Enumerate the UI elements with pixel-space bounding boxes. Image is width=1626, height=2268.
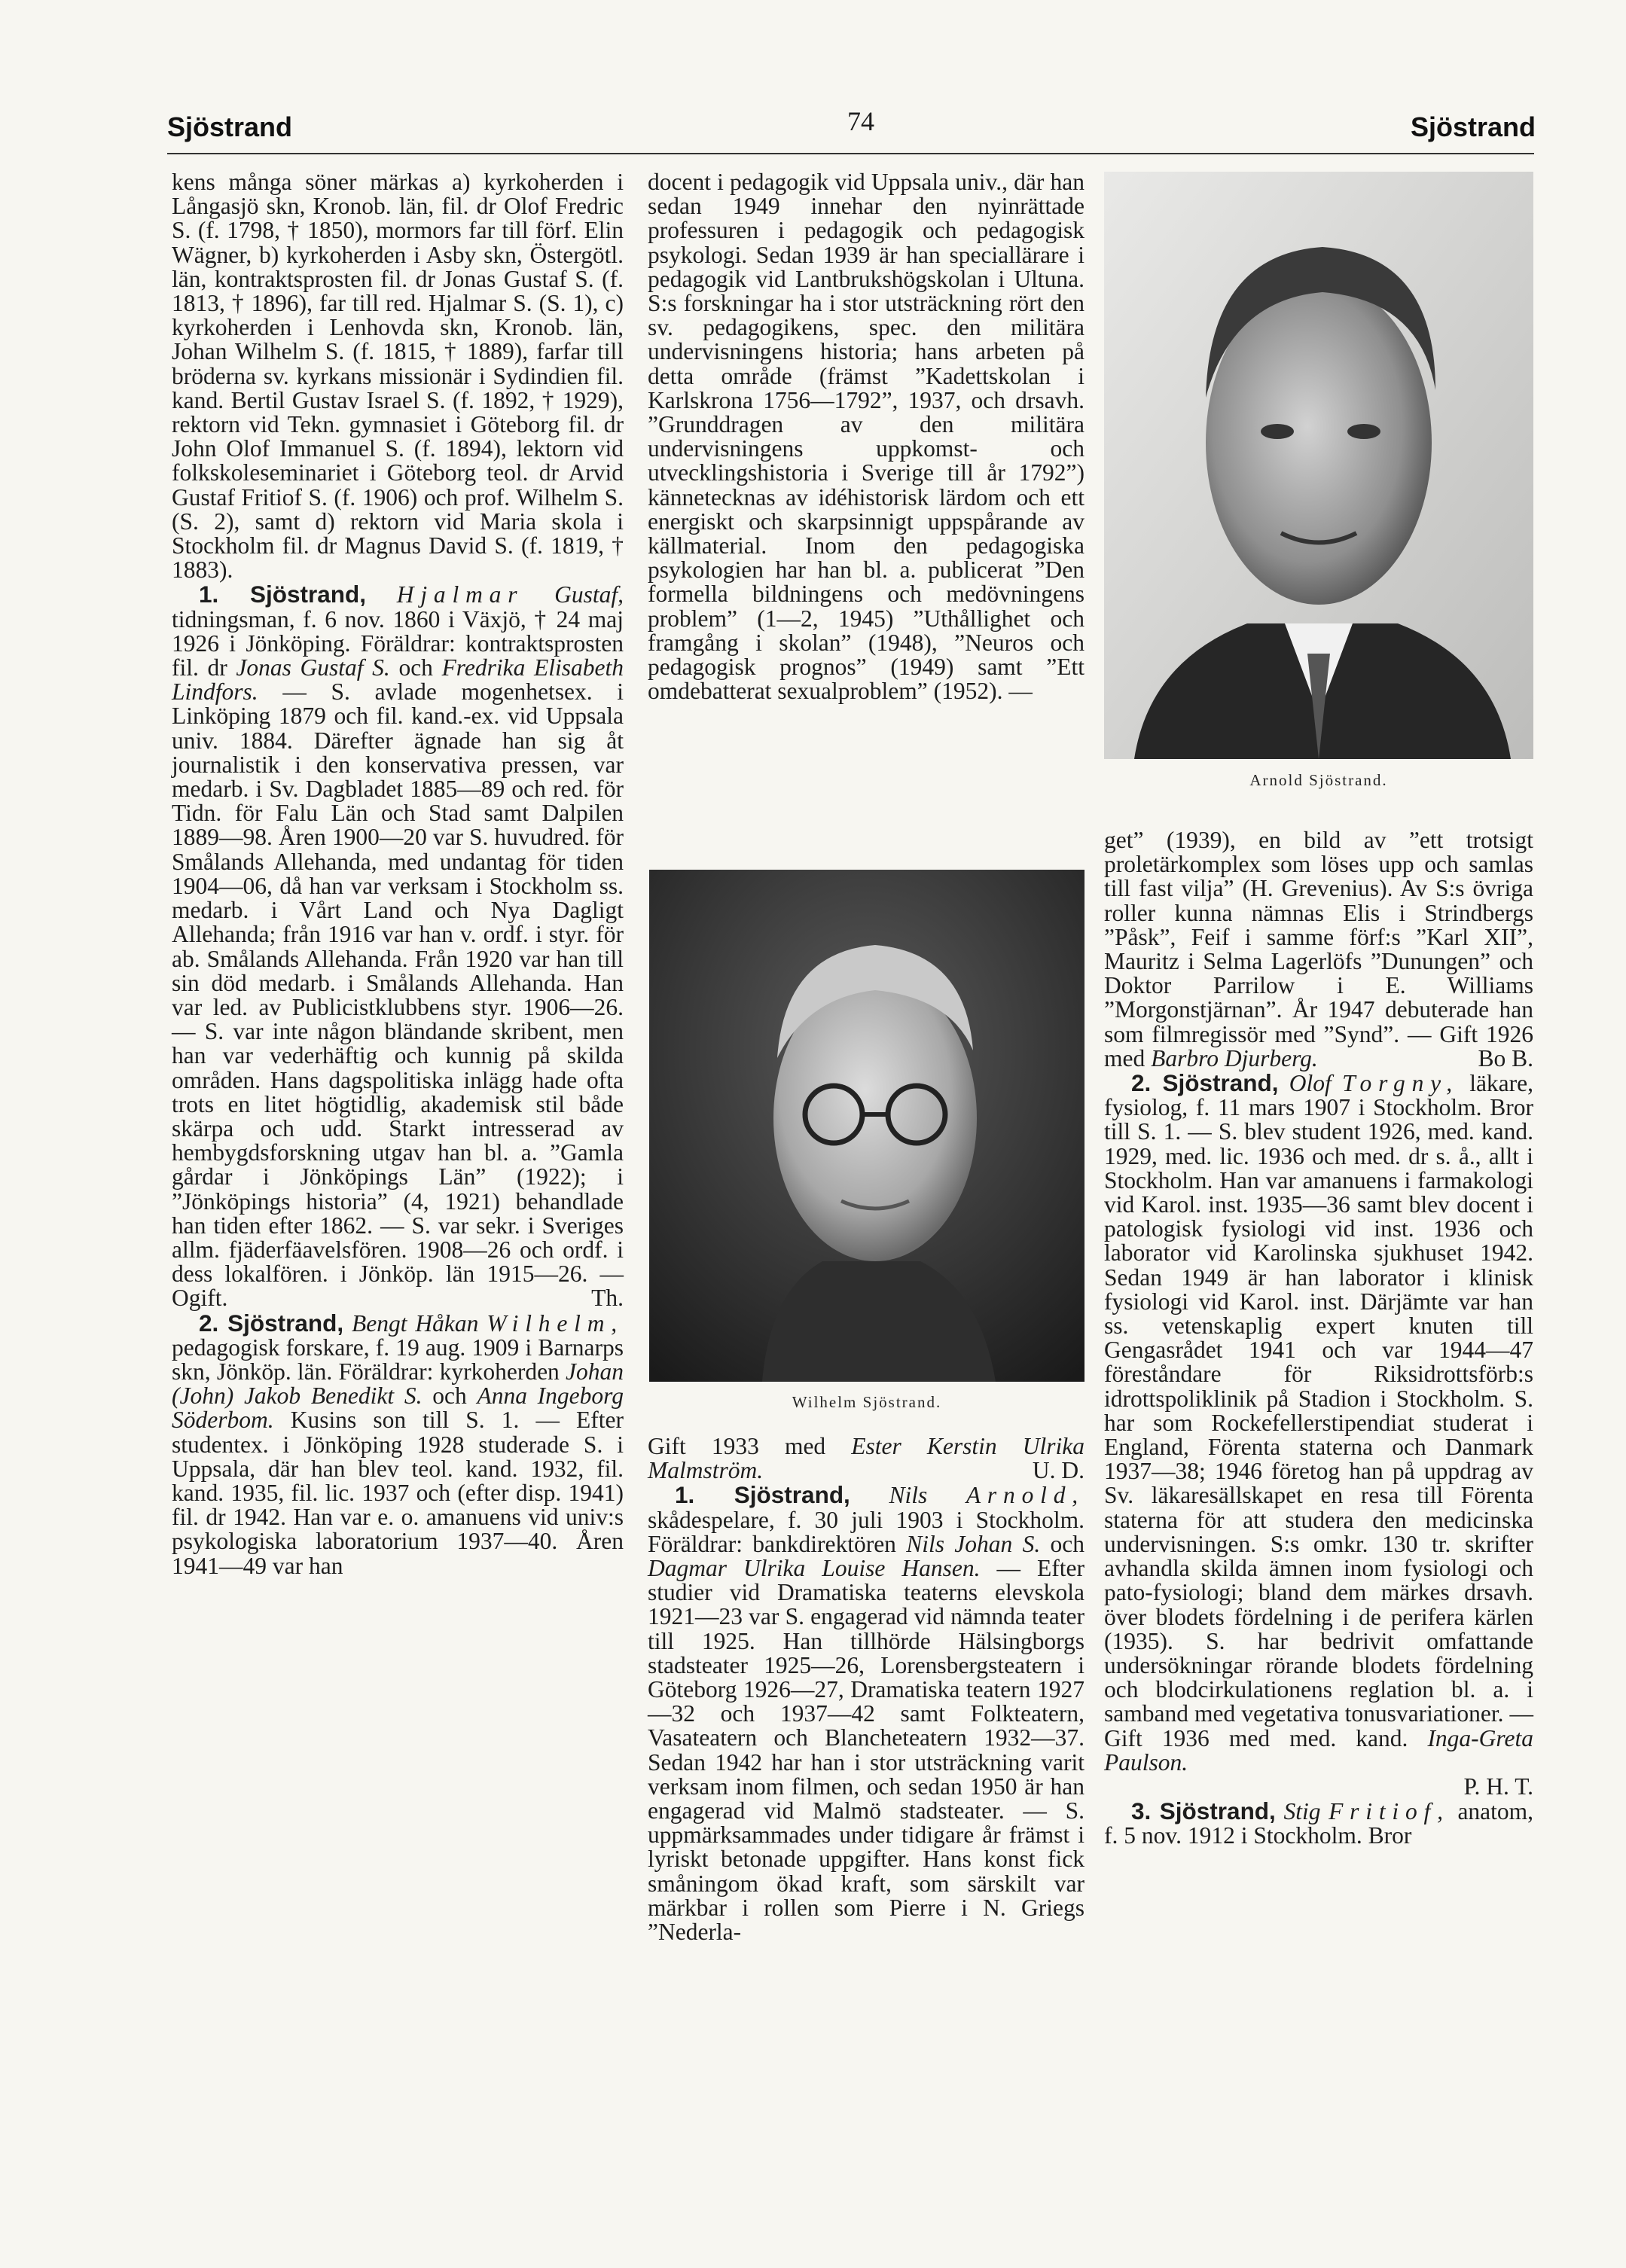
arnold-continued: get” (1939), en bild av ”ett trotsigt proletärkomplex som löses upp och samlas till fast vilja” (H. Grevenius). Av S:s övriga roller kunna nämnas Elis i Strindbergs ”Påsk”, Feif i samme förf:s ”Karl XII”, Mauritz i Selma Lagerlöfs ”Dunungen” och Doktor Parrilow i E. Williams ”Morgonstjärnan”. År 1947 debuterade han som filmregissör med ”Synd”. — Gift 1926 med Barbro Djurberg. Bo B. — [1104, 827, 1533, 1072]
column-2-bottom — [648, 1434, 1085, 1944]
column-1 — [172, 170, 624, 1578]
arnold-portrait-photo — [1104, 172, 1533, 759]
wilhelm-marriage: Gift 1933 med Ester Kerstin Ulrika Malmström. U. D. — [648, 1433, 1085, 1484]
entry-hjalmar: 1. Sjöstrand, Hjalmar Gustaf, tidningsman, f. 6 nov. 1860 i Växjö, † 24 maj 1926 i Jönköping. Föräldrar: kontraktsprosten fil. dr Jonas Gustaf S. och Fredrika Elisabeth Lindfors. — S. avlade mogenhetsex. i Linköping 1879 och fil. kand.-ex. vid Uppsala univ. 1884. Därefter ägnade han sig åt journalistik i den konservativa pressen, var medarb. i Sv. Dagbladet 1885—89 och red. för Tidn. för Falu Län och Stad samt Dalpilen 1889—98. Åren 1900—20 var S. huvudred. för Smålands Allehanda, med undantag för tiden 1904—06, då han var verksam i Stockholm ss. medarb. i Vårt Land och Nya Dagligt Allehanda; från 1916 var han v. ordf. i styr. för ab. Smålands Allehanda. Från 1920 var han till sin död medarb. i Smålands Allehanda. Han var led. av Publicistklubbens styr. 1906—26. — S. var inte någon bländande skribent, men han var vederhäftig och kunnig på skilda områden. Hans dagspolitiska inlägg hade ofta trots en litet högtidlig, akademisk stil både skärpa och udd. Starkt intresserad av hembygdsforskning utgav han bl. a. ”Gamla gårdar i Jönköpings Län” (1922); i ”Jönköpings historia” (4, 1921) behandlade han tiden efter 1862. — S. var sekr. i Sveriges allm. fjäderfäavelsfören. 1908—26 och ordf. i dess lokalfören. i Jönköp. län 1915—26. — Ogift. Th. — [172, 581, 624, 1312]
header-rule — [167, 153, 1534, 154]
family-intro-paragraph: kens många söner märkas a) kyrkoherden i Långasjö skn, Kronob. län, fil. dr Olof Fredric S. (f. 1798, † 1850), mormors far till förf. Elin Wägner, b) kyrkoherden i Asby skn, Östergötl. län, kontraktsprosten fil. dr Jonas Gustaf S. (f. 1813, † 1896), far till red. Hjalmar S. (S. 1), c) kyrkoherden i Lenhovda skn, Kronob. län, Johan Wilhelm S. (f. 1815, † 1889), farfar till bröderna sv. kyrkans missionär i Sydindien fil. kand. Bertil Gustav Israel S. (f. 1892, † 1929), rektorn vid Tekn. gymnasiet i Göteborg fil. dr John Olof Immanuel S. (f. 1894), lektorn vid folkskoleseminariet i Göteborg teol. dr Arvid Gustaf Fritiof S. (f. 1906) och prof. Wilhelm S. (S. 2), samt d) rektorn vid Maria skola i Stockholm fil. dr Magnus David S. (f. 1819, † 1883). — [172, 169, 624, 584]
entry-wilhelm: 2. Sjöstrand, Bengt Håkan Wilhelm, pedagogisk forskare, f. 19 aug. 1909 i Barnarps skn, Jönköp. län. Föräldrar: kyrkoherden Johan (John) Jakob Benedikt S. och Anna Ingeborg Söderbom. Kusins son till S. 1. — Efter studentex. i Jönköping 1928 studerade S. i Uppsala, där han blev teol. kand. 1932, fil. kand. 1935, fil. lic. 1937 och (efter disp. 1941) fil. dr 1942. Han var e. o. amanuens vid univ:s psykologiska laboratorium 1937—40. Åren 1941—49 var han — [172, 1309, 624, 1579]
running-header-left: Sjöstrand — [167, 111, 293, 142]
column-2-top — [648, 170, 1085, 703]
entry-arnold: 1. Sjöstrand, Nils Arnold, skådespelare, f. 30 juli 1903 i Stockholm. Föräldrar: bankdirektören Nils Johan S. och Dagmar Ulrika Louise Hansen. — Efter studier vid Dramatiska teaterns elevskola 1921—23 var S. engagerad vid nämnda teater till 1925. Han tillhörde Hälsingborgs stadsteater 1925—26, Lorensbergsteatern i Göteborg 1926—27, Dramatiska teatern 1927—32 och 1937—42 samt Folkteatern, Vasateatern och Blancheteatern 1932—37. Sedan 1942 har han i stor utsträckning varit verksam inom filmen, och sedan 1950 är han engagerad vid Malmö stadsteater. — S. uppmärksammades under tidigare år främst i lyriskt betonade uppgifter. Hans konst fick småningom ökad kraft, som särskilt var märkbar i rollen som Pierre i N. Griegs ”Nederla- — [648, 1481, 1085, 1946]
running-header-right: Sjöstrand — [1410, 111, 1536, 142]
arnold-portrait-image — [1104, 172, 1533, 759]
wilhelm-portrait-photo — [649, 870, 1085, 1382]
wilhelm-continued: docent i pedagogik vid Uppsala univ., där han sedan 1949 innehar den nyinrättade professuren i pedagogik och pedagogisk psykologi. Sedan 1939 är han speciallärare i pedagogik vid Lantbrukshögskolan i Ultuna. S:s forskningar ha i stor utsträckning rört den sv. pedagogikens, spec. den militära undervisningens historia; hans arbeten på detta område (främst ”Kadettskolan i Karlskrona 1756—1792”, 1937, och drsavh. ”Grunddragen av den militära undervisningens uppkomst- och utvecklingshistoria i Sverige till år 1792”) kännetecknas av idéhistorisk lärdom och ett energiskt och skarpsinnigt uppspårande av källmaterial. Inom den pedagogiska psykologien har han bl. a. publicerat ”Den formella bildningens och medövningens problem” (1—2, 1945) ”Uthållighet och framgång i skolan” (1948), ”Neuros och pedagogisk prognos” (1949) samt ”Ett omdebatterat sexualproblem” (1952). — — [648, 169, 1085, 705]
wilhelm-portrait-image — [649, 870, 1085, 1382]
wilhelm-caption: Wilhelm Sjöstrand. — [792, 1393, 942, 1411]
entry-stig: 3. Sjöstrand, Stig Fritiof, anatom, f. 5 nov. 1912 i Stockholm. Bror — [1104, 1797, 1534, 1849]
entry-torgny: 2. Sjöstrand, Olof Torgny, läkare, fysiolog, f. 11 mars 1907 i Stockholm. Bror till S. 1. — S. blev student 1926, med. kand. 1929, med. lic. 1936 och med. dr s. å., allt i Stockholm. Han var amanuens i farmakologi vid Karol. inst. 1935—36 samt blev docent i patologisk fysiologi vid inst. 1936 och laborator vid Karolinska sjukhuset 1942. Sedan 1949 är han laborator i klinisk fysiologi vid Karol. inst. Därjämte var han ss. vetenskaplig expert knuten till Gengasrådet 1941 och var 1944—47 föreståndare för Riksidrottsförb:s idrottspoliklinik på Stadion i Stockholm. S. har som Rockefellerstipendiat studerat i England, Förenta staterna och Danmark 1937—38; 1946 företog han på uppdrag av Sv. läkaresällskapet en resa till Förenta staterna för att studera den medicinska undervisningen. S:s omkr. 130 tr. skrifter avhandla skilda ämnen inom fysiologi och pato-fysiologi; bland dem märkes drsavh. över blodets fördelning i de perifera kärlen (1935). S. har bedrivit omfattande undersökningar rörande blodets fördelning och blodcirkulationens reglation bl. a. i samband med vegetativa tonusvariationer. — Gift 1936 med med. kand. Inga-Greta Paulson. P. H. T. — [1104, 1069, 1534, 1800]
page-number: 74 — [847, 106, 874, 136]
column-3 — [1104, 828, 1533, 1849]
arnold-caption: Arnold Sjöstrand. — [1249, 771, 1388, 789]
